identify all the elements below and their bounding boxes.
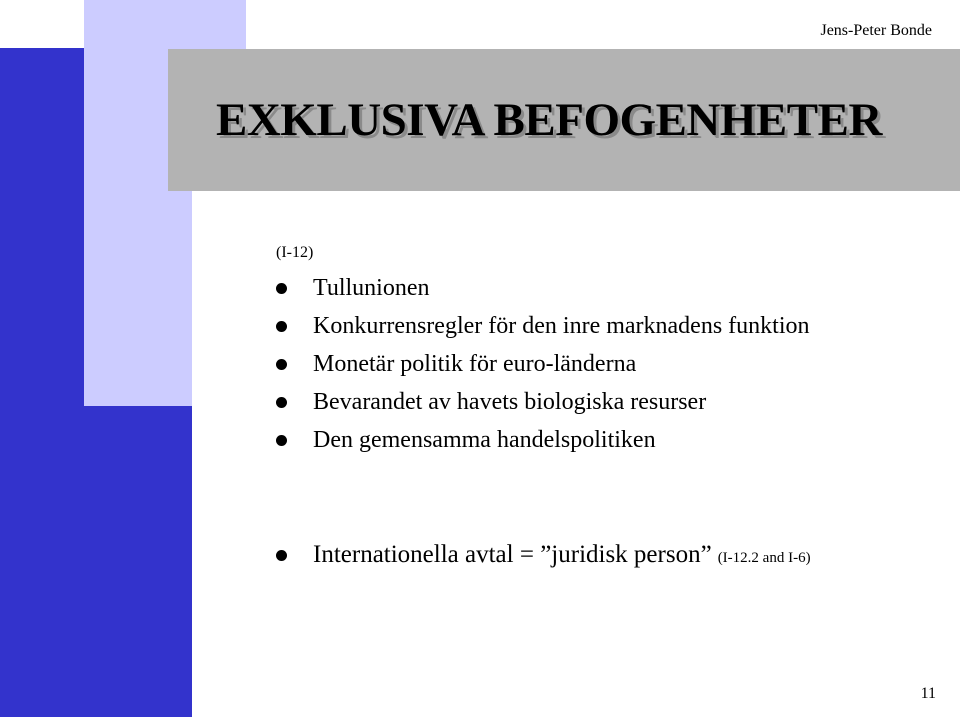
slide-title: EXKLUSIVA BEFOGENHETER — [216, 94, 882, 146]
list-item — [276, 421, 810, 459]
bullet-icon — [276, 550, 287, 561]
bullet-icon — [276, 435, 287, 446]
list-item-text: Konkurrensregler för den inre marknadens funktion — [313, 313, 810, 339]
page-number: 11 — [920, 685, 936, 702]
list-item-text: Bevarandet av havets biologiska resurser — [313, 389, 707, 415]
bullet-list — [276, 269, 810, 459]
list-item-text: Den gemensamma handelspolitiken — [313, 427, 656, 453]
bullet-icon — [276, 283, 287, 294]
article-reference-small: (I-12.2 and I-6) — [717, 550, 811, 566]
bullet-icon — [276, 359, 287, 370]
bullet-icon — [276, 321, 287, 332]
article-reference: (I-12) — [276, 244, 314, 261]
list-item-text: Internationella avtal = ”juridisk person” — [313, 541, 712, 568]
list-item-text: Tullunionen — [313, 275, 430, 301]
list-item — [276, 307, 810, 345]
list-item — [276, 269, 810, 307]
author-name: Jens-Peter Bonde — [820, 22, 932, 39]
international-agreements-item — [276, 535, 811, 575]
list-item-text: Monetär politik för euro-länderna — [313, 351, 637, 377]
list-item — [276, 345, 810, 383]
list-item — [276, 383, 810, 421]
bullet-icon — [276, 397, 287, 408]
